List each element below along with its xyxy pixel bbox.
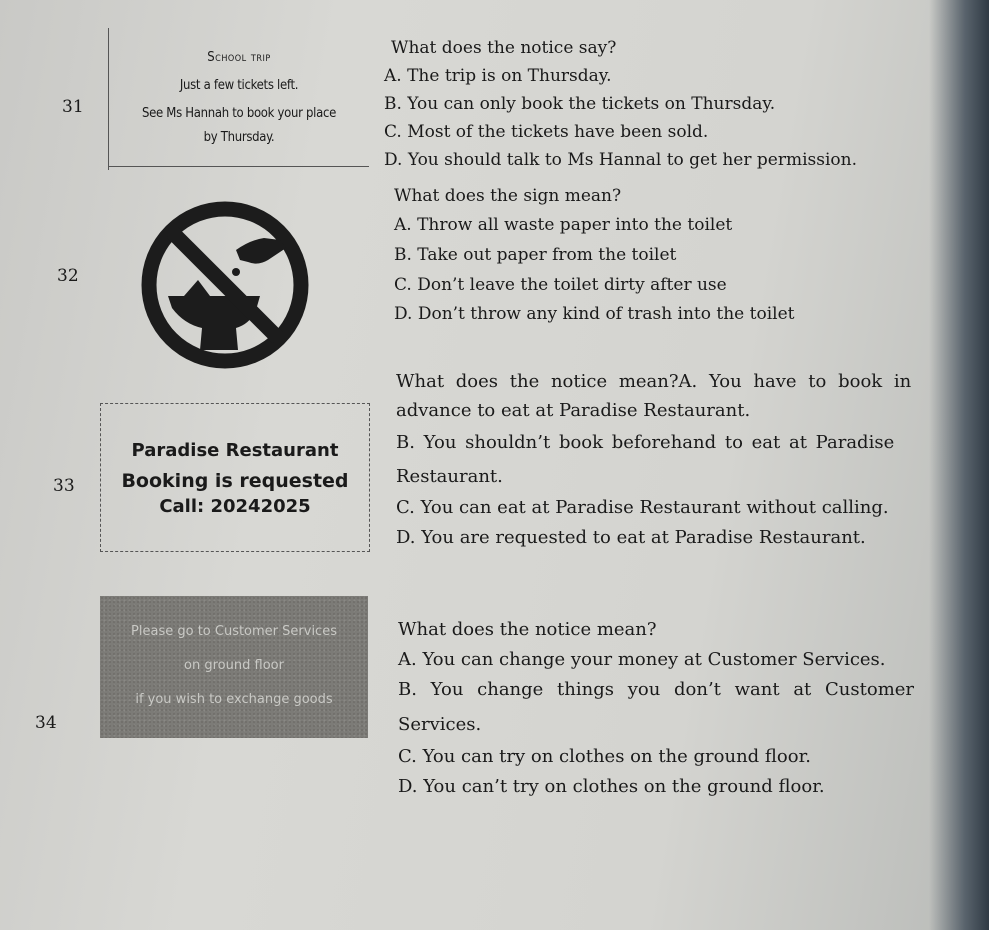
no-trash-in-toilet-sign-icon <box>140 200 310 374</box>
option-c[interactable]: C. Most of the tickets have been sold. <box>384 122 709 142</box>
question-number-33: 33 <box>53 476 75 496</box>
notice-bottom-rule <box>109 166 369 167</box>
customer-services-notice <box>100 596 368 738</box>
option-d[interactable]: D. You are requested to eat at Paradise Restaurant. <box>396 527 866 548</box>
question-text: What does the notice mean?A. You have to book in <box>396 371 912 392</box>
option-b[interactable]: B. Take out paper from the toilet <box>394 245 677 265</box>
notice-title: School trip <box>207 50 271 65</box>
option-c[interactable]: C. You can try on clothes on the ground floor. <box>398 746 811 767</box>
notice-line-2: Booking is requested <box>121 470 349 492</box>
school-trip-notice <box>108 28 369 170</box>
option-d[interactable]: D. You should talk to Ms Hannal to get her permission. <box>384 150 857 170</box>
option-a[interactable]: A. Throw all waste paper into the toilet <box>394 215 733 235</box>
option-b[interactable]: B. You shouldn’t book beforehand to eat at Paradise <box>396 432 895 453</box>
option-a[interactable]: A. You can change your money at Customer Services. <box>398 649 886 670</box>
option-c[interactable]: C. Don’t leave the toilet dirty after use <box>394 275 727 295</box>
notice-line-1: Please go to Customer Services <box>131 624 337 639</box>
option-d[interactable]: D. Don’t throw any kind of trash into the toilet <box>394 304 795 324</box>
notice-line-3: Call: 20242025 <box>159 496 311 517</box>
notice-line-3: by Thursday. <box>203 130 275 145</box>
question-number-34: 34 <box>35 713 57 733</box>
notice-line-3: if you wish to exchange goods <box>135 692 333 707</box>
option-b[interactable]: B. You can only book the tickets on Thursday. <box>384 94 776 114</box>
option-d[interactable]: D. You can’t try on clothes on the ground floor. <box>398 776 825 797</box>
option-b[interactable]: B. You change things you don’t want at Customer <box>398 679 915 700</box>
option-b-continued[interactable]: Services. <box>398 714 482 735</box>
question-number-31: 31 <box>62 97 84 117</box>
question-text: What does the notice say? <box>391 38 617 58</box>
option-b-continued[interactable]: Restaurant. <box>396 466 503 487</box>
option-c[interactable]: C. You can eat at Paradise Restaurant without calling. <box>396 497 889 518</box>
notice-line-2: on ground floor <box>184 658 284 673</box>
notice-line-1: Just a few tickets left. <box>179 78 299 93</box>
restaurant-notice <box>100 403 370 552</box>
notice-line-2: See Ms Hannah to book your place <box>141 106 337 121</box>
question-text: What does the notice mean? <box>398 619 657 640</box>
page-edge-shadow <box>929 0 989 930</box>
option-a-continued[interactable]: advance to eat at Paradise Restaurant. <box>396 400 751 421</box>
option-a[interactable]: A. The trip is on Thursday. <box>384 66 612 86</box>
notice-line-1: Paradise Restaurant <box>131 440 339 461</box>
question-number-32: 32 <box>57 266 79 286</box>
question-text: What does the sign mean? <box>394 186 622 206</box>
